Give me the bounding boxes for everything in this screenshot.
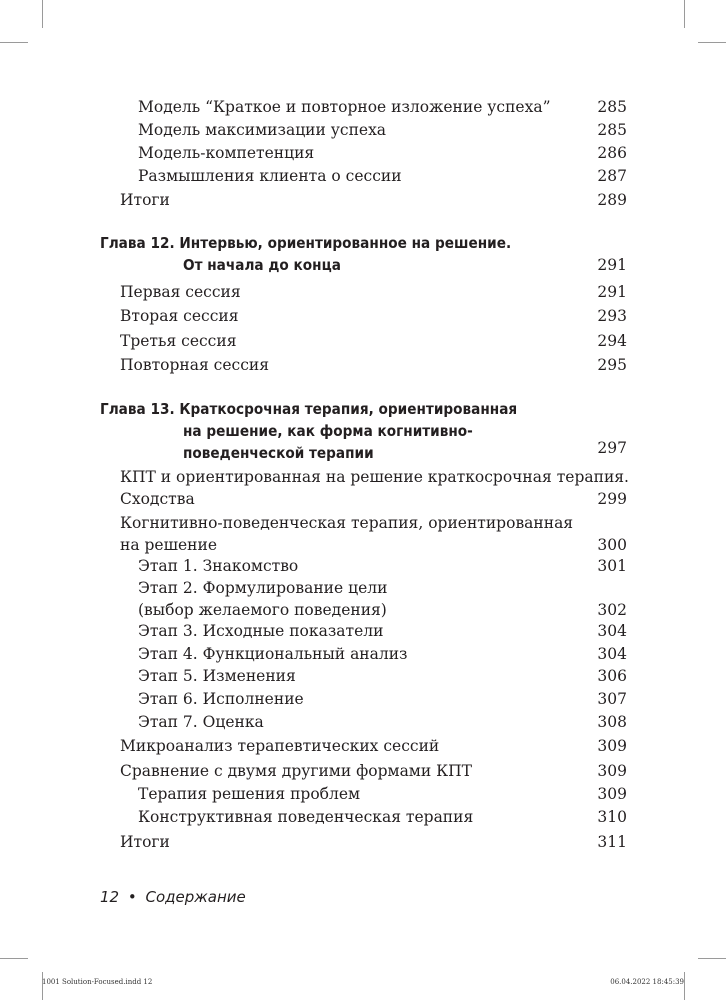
crop-mark: [42, 0, 43, 28]
toc-entry-page: 285: [597, 121, 627, 139]
crop-mark: [684, 0, 685, 28]
toc-entry-page: 309: [597, 737, 627, 755]
toc-entry-title: Повторная сессия: [120, 356, 270, 374]
toc-entry-title: Вторая сессия: [120, 307, 239, 325]
print-slug-file: 1001 Solution-Focused.indd 12: [42, 978, 153, 986]
toc-entry-page: 291: [597, 283, 627, 301]
toc-entry-page: 307: [597, 690, 627, 708]
toc-entry[interactable]: [0, 330, 726, 352]
toc-entry-title: Этап 3. Исходные показатели: [138, 622, 384, 640]
toc-entry-title-line: КПТ и ориентированная на решение краткосрочная терапия.: [120, 468, 629, 486]
toc-entry-page: 293: [597, 307, 627, 325]
toc-entry-page: 302: [597, 601, 627, 619]
toc-entry-page: 310: [597, 808, 627, 826]
toc-entry-title-line: (выбор желаемого поведения): [138, 601, 387, 619]
toc-entry-title: Модель-компетенция: [138, 144, 315, 162]
toc-entry[interactable]: [0, 665, 726, 687]
toc-entry[interactable]: [0, 806, 726, 828]
toc-entry[interactable]: [0, 688, 726, 710]
toc-entry-title: Этап 1. Знакомство: [138, 557, 299, 575]
toc-entry[interactable]: [0, 142, 726, 164]
toc-entry-title-line: Сходства: [120, 490, 195, 508]
toc-entry-title: Итоги: [120, 191, 170, 209]
toc-entry[interactable]: [0, 735, 726, 757]
toc-entry-page: 301: [597, 557, 627, 575]
toc-entry-title: Терапия решения проблем: [138, 785, 361, 803]
toc-entry-title: Размышления клиента о сессии: [138, 167, 402, 185]
toc-entry[interactable]: [0, 96, 726, 118]
toc-entry-page: 289: [597, 191, 627, 209]
toc-entry-page: 295: [597, 356, 627, 374]
toc-entry-page: 300: [597, 536, 627, 554]
toc-entry[interactable]: [0, 281, 726, 303]
toc-entry[interactable]: [0, 555, 726, 577]
chapter-title-line: на решение, как форма когнитивно-: [183, 422, 473, 440]
toc-entry-page: 299: [597, 490, 627, 508]
chapter-page: 297: [597, 439, 627, 457]
crop-mark: [698, 958, 726, 959]
toc-entry[interactable]: [0, 165, 726, 187]
toc-entry-title-line: на решение: [120, 536, 218, 554]
toc-entry-page: 309: [597, 785, 627, 803]
toc-entry-page: 304: [597, 645, 627, 663]
crop-mark: [0, 42, 28, 43]
toc-entry[interactable]: [0, 119, 726, 141]
toc-entry-title: Этап 6. Исполнение: [138, 690, 304, 708]
page-footer: [100, 888, 246, 906]
toc-entry-title: Первая сессия: [120, 283, 241, 301]
toc-entry-page: 309: [597, 762, 627, 780]
toc-entry[interactable]: [0, 189, 726, 211]
toc-entry-page: 286: [597, 144, 627, 162]
toc-entry-page: 306: [597, 667, 627, 685]
toc-entry-title: Этап 5. Изменения: [138, 667, 296, 685]
toc-entry-title-line: Этап 2. Формулирование цели: [138, 579, 388, 597]
toc-entry[interactable]: [0, 305, 726, 327]
toc-entry-title: Итоги: [120, 833, 170, 851]
toc-entry-title-line: Когнитивно-поведенческая терапия, ориентированная: [120, 514, 574, 532]
chapter-title-line: От начала до конца: [183, 256, 341, 274]
toc-entry-page: 311: [597, 833, 627, 851]
page-number: 12: [100, 888, 120, 906]
toc-entry-page: 308: [597, 713, 627, 731]
crop-mark: [698, 42, 726, 43]
toc-entry[interactable]: [0, 783, 726, 805]
chapter-title-line: Глава 13. Краткосрочная терапия, ориентированная: [100, 400, 518, 418]
toc-entry[interactable]: [0, 760, 726, 782]
toc-entry[interactable]: [0, 643, 726, 665]
footer-section-title: Содержание: [145, 888, 246, 906]
crop-mark: [684, 972, 685, 1000]
toc-entry-title: Этап 4. Функциональный анализ: [138, 645, 408, 663]
toc-entry[interactable]: [0, 831, 726, 853]
chapter-title-line: поведенческой терапии: [183, 444, 374, 462]
toc-entry-page: 294: [597, 332, 627, 350]
crop-mark: [0, 958, 28, 959]
toc-entry[interactable]: [0, 577, 726, 621]
toc-entry-page: 304: [597, 622, 627, 640]
crop-mark: [42, 972, 43, 1000]
toc-entry-title: Сравнение с двумя другими формами КПТ: [120, 762, 472, 780]
toc-entry[interactable]: [0, 466, 726, 510]
toc-entry-title: Модель максимизации успеха: [138, 121, 387, 139]
footer-bullet: •: [127, 888, 137, 906]
toc-entry-page: 285: [597, 98, 627, 116]
toc-entry[interactable]: [0, 354, 726, 376]
print-slug-datetime: 06.04.2022 18:45:39: [610, 978, 684, 986]
toc-entry[interactable]: [0, 512, 726, 556]
toc-entry-title: Этап 7. Оценка: [138, 713, 264, 731]
toc-entry-title: Модель “Краткое и повторное изложение успеха”: [138, 98, 551, 116]
toc-entry-title: Конструктивная поведенческая терапия: [138, 808, 474, 826]
toc-entry-title: Микроанализ терапевтических сессий: [120, 737, 440, 755]
toc-entry-page: 287: [597, 167, 627, 185]
chapter-page: 291: [597, 256, 627, 274]
toc-entry[interactable]: [0, 711, 726, 733]
toc-entry-title: Третья сессия: [120, 332, 237, 350]
chapter-title-line: Глава 12. Интервью, ориентированное на решение.: [100, 234, 512, 252]
toc-entry[interactable]: [0, 620, 726, 642]
